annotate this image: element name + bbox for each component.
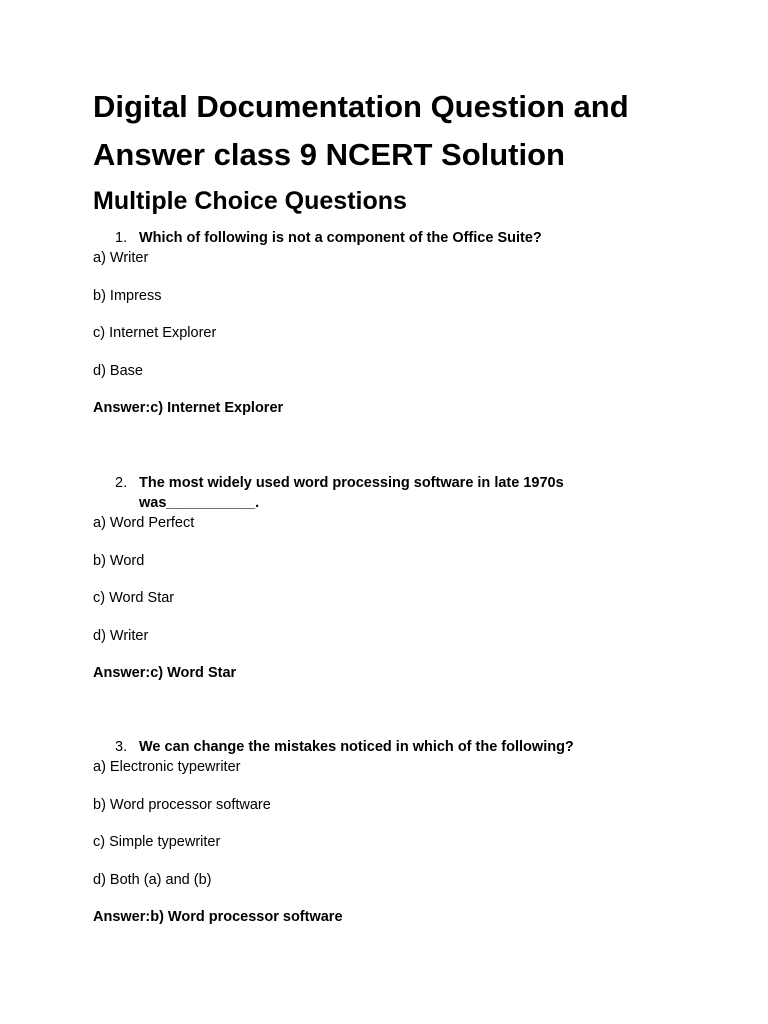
question-block-2 [93, 473, 713, 683]
option-b: b) Impress [93, 287, 162, 304]
section-title: Multiple Choice Questions [93, 187, 407, 215]
question-block-3 [93, 737, 713, 927]
option-c: c) Word Star [93, 590, 175, 606]
question-block-1 [93, 228, 713, 418]
answer-text: Answer:b) Word processor software [93, 909, 343, 925]
option-b: b) Word [93, 552, 145, 569]
question-prompt: We can change the mistakes noticed in which of the following? [139, 739, 574, 755]
option-c: c) Simple typewriter [93, 834, 221, 850]
option-d: d) Writer [93, 627, 149, 644]
document-page [93, 0, 713, 1024]
answer-text: Answer:c) Internet Explorer [93, 400, 284, 416]
option-d: d) Both (a) and (b) [93, 871, 212, 888]
page-title: Digital Documentation Question and Answer class 9 NCERT Solution [93, 89, 629, 172]
answer-text: Answer:c) Word Star [93, 665, 237, 681]
option-a: a) Electronic typewriter [93, 759, 241, 775]
question-prompt: The most widely used word processing software in late 1970s was___________. [139, 475, 564, 511]
option-b: b) Word processor software [93, 796, 271, 813]
question-number: 2. [115, 475, 128, 491]
option-a: a) Writer [93, 250, 149, 266]
question-number: 1. [115, 230, 128, 246]
question-prompt: Which of following is not a component of the Office Suite? [139, 230, 542, 246]
question-text [93, 737, 609, 757]
option-d: d) Base [93, 362, 143, 379]
question-text [93, 228, 609, 248]
question-text [93, 473, 609, 513]
question-number: 3. [115, 739, 128, 755]
option-c: c) Internet Explorer [93, 325, 217, 341]
option-a: a) Word Perfect [93, 515, 195, 531]
